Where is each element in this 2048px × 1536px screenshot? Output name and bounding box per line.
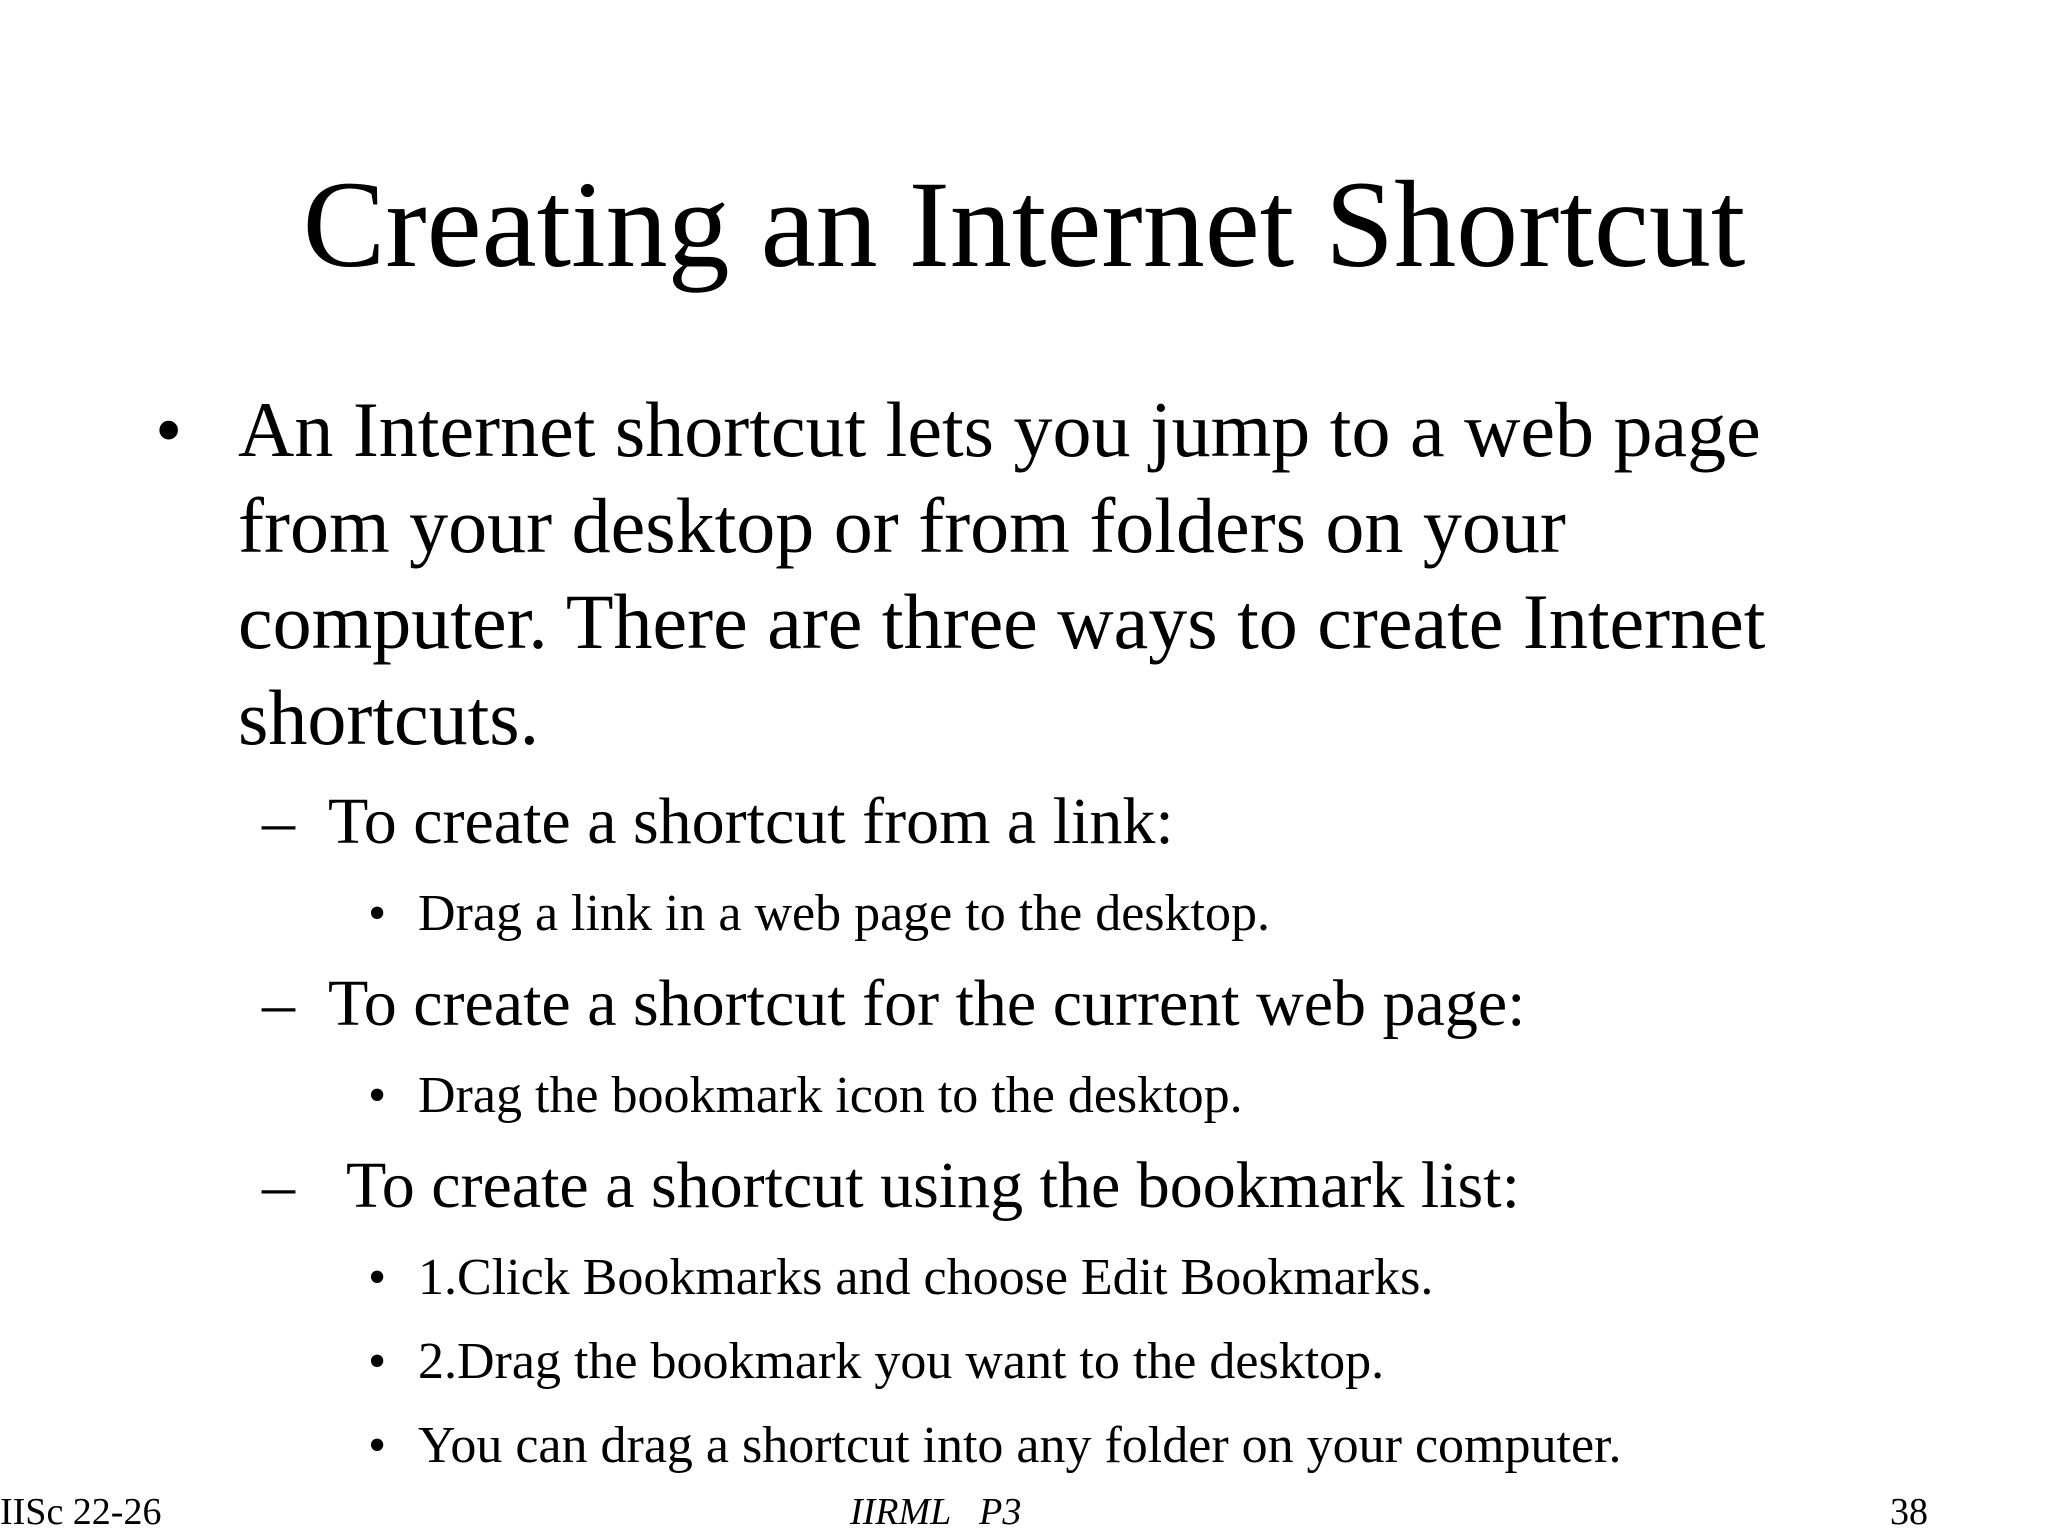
main-bullet-line-1: An Internet shortcut lets you jump to a web page <box>238 386 1761 473</box>
sub-bullet-marker: • <box>368 1417 387 1474</box>
main-bullet-line-2: from your desktop or from folders on your <box>238 482 1566 569</box>
sub-item-2-bullet-1: Drag the bookmark icon to the desktop. <box>418 1067 1243 1124</box>
sub-bullet-marker: • <box>368 1249 387 1306</box>
sub-bullet-marker: • <box>368 1067 387 1124</box>
sub-item-dash: – <box>262 1149 295 1222</box>
footer-page-number: 38 <box>1890 1491 1928 1533</box>
sub-item-3-bullet-3: You can drag a shortcut into any folder on your computer. <box>418 1417 1622 1474</box>
sub-bullet-marker: • <box>368 1333 387 1390</box>
sub-item-2-text: To create a shortcut for the current web page: <box>328 967 1526 1040</box>
main-bullet-line-3: computer. There are three ways to create Internet <box>238 578 1766 665</box>
sub-bullet-marker: • <box>368 885 387 942</box>
sub-item-dash: – <box>262 967 295 1040</box>
slide-title: Creating an Internet Shortcut <box>302 156 1746 293</box>
sub-item-1-text: To create a shortcut from a link: <box>328 785 1174 858</box>
main-bullet-line-4: shortcuts. <box>238 674 540 761</box>
sub-item-dash: – <box>262 785 295 858</box>
footer-center: IIRML P3 <box>850 1491 1022 1533</box>
sub-item-3-bullet-2: 2.Drag the bookmark you want to the desktop. <box>418 1333 1385 1390</box>
sub-item-3-bullet-1: 1.Click Bookmarks and choose Edit Bookmarks. <box>418 1249 1434 1306</box>
footer-left: IISc 22-26 <box>0 1491 162 1533</box>
sub-item-3-text: To create a shortcut using the bookmark list: <box>346 1149 1520 1222</box>
main-bullet-marker: • <box>155 386 183 473</box>
sub-item-1-bullet-1: Drag a link in a web page to the desktop. <box>418 885 1270 942</box>
